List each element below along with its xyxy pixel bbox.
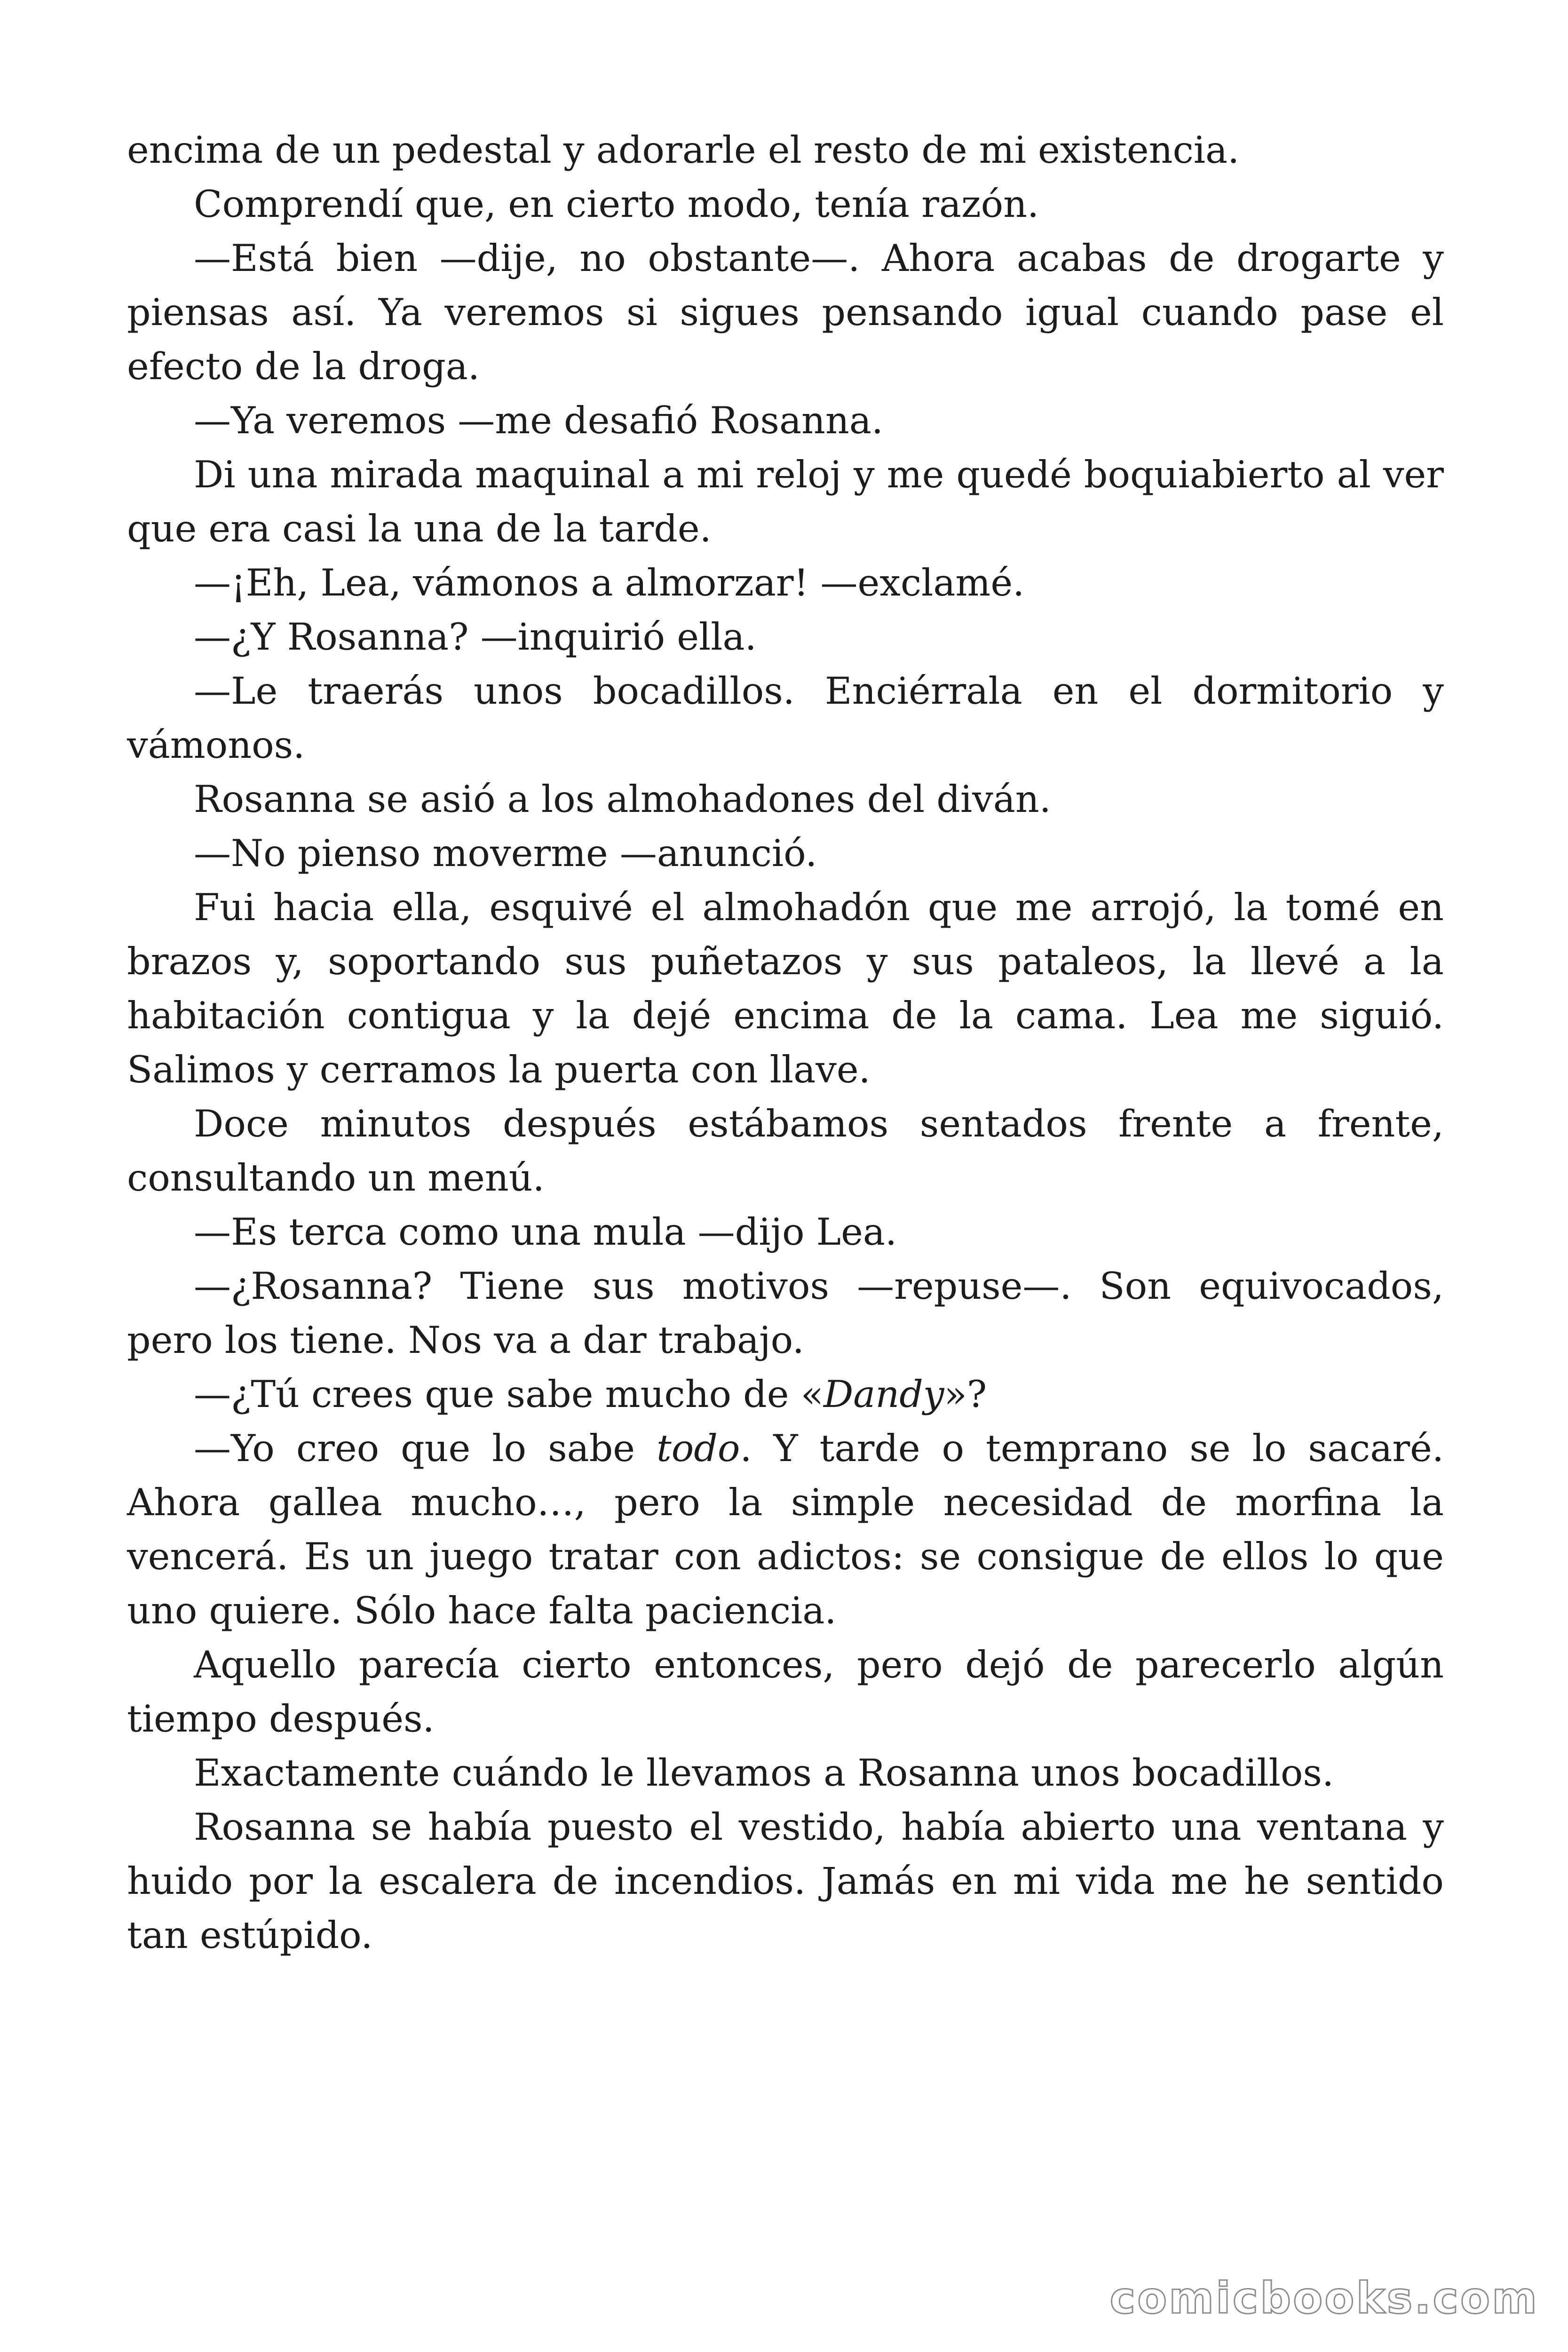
paragraph: [127, 1638, 1444, 1746]
paragraph: [127, 1800, 1444, 1963]
paragraph-text: Aquello parecía cierto entonces, pero dejó de parecerlo algún tiempo después.: [127, 1643, 1444, 1740]
paragraph: [127, 231, 1444, 394]
paragraph-text: »?: [944, 1373, 987, 1416]
paragraph: [127, 1746, 1444, 1800]
paragraph: [127, 1422, 1444, 1638]
paragraph-text: —Está bien —dije, no obstante—. Ahora acabas de drogarte y piensas así. Ya veremos si sigues pensando igual cuando pase el efecto de la droga.: [127, 237, 1444, 388]
paragraph: [127, 1097, 1444, 1205]
paragraph-text: Comprendí que, en cierto modo, tenía razón.: [194, 183, 1039, 226]
watermark-logo: comicbooks.com: [1109, 2273, 1539, 2323]
paragraph-text: Exactamente cuándo le llevamos a Rosanna unos bocadillos.: [194, 1751, 1334, 1795]
italic-text: Dandy: [823, 1373, 944, 1416]
paragraph-text: Fui hacia ella, esquivé el almohadón que me arrojó, la tomé en brazos y, soportando sus puñetazos y sus pataleos, la llevé a la habitación contigua y la dejé encima de la cama. Lea me siguió. Salimos y cerramos la puerta con llave.: [127, 886, 1444, 1091]
paragraph: [127, 1205, 1444, 1259]
paragraph: [127, 556, 1444, 610]
paragraph-text: —Ya veremos —me desafió Rosanna.: [194, 399, 884, 442]
paragraph: [127, 826, 1444, 881]
paragraph: [127, 177, 1444, 231]
paragraph-text: —¿Y Rosanna? —inquirió ella.: [194, 615, 757, 659]
paragraph-text: encima de un pedestal y adorarle el resto de mi existencia.: [127, 128, 1240, 172]
paragraph: [127, 1259, 1444, 1367]
paragraph: [127, 1367, 1444, 1422]
paragraph: [127, 610, 1444, 664]
paragraph-text: Rosanna se había puesto el vestido, había abierto una ventana y huido por la escalera de incendios. Jamás en mi vida me he sentido tan estúpido.: [127, 1805, 1444, 1957]
paragraph: [127, 664, 1444, 772]
paragraph-text: —¡Eh, Lea, vámonos a almorzar! —exclamé.: [194, 561, 1025, 604]
paragraph: [127, 448, 1444, 556]
paragraph-text: Doce minutos después estábamos sentados frente a frente, consultando un menú.: [127, 1102, 1444, 1200]
paragraph-text: Di una mirada maquinal a mi reloj y me quedé boquiabierto al ver que era casi la una de la tarde.: [127, 453, 1444, 550]
paragraph-text: —No pienso moverme —anunció.: [194, 832, 817, 875]
paragraph: [127, 123, 1444, 177]
paragraph-text: —¿Tú crees que sabe mucho de «: [194, 1373, 824, 1416]
page-body: [127, 123, 1444, 1963]
paragraph-text: —Yo creo que lo sabe: [194, 1427, 657, 1470]
paragraph-text: —¿Rosanna? Tiene sus motivos —repuse—. Son equivocados, pero los tiene. Nos va a dar trabajo.: [127, 1264, 1444, 1362]
paragraph-text: Rosanna se asió a los almohadones del diván.: [194, 778, 1051, 821]
paragraph: [127, 394, 1444, 448]
paragraph-text: —Le traerás unos bocadillos. Enciérrala en el dormitorio y vámonos.: [127, 669, 1444, 767]
italic-text: todo: [657, 1427, 740, 1470]
paragraph-text: —Es terca como una mula —dijo Lea.: [194, 1210, 897, 1254]
paragraph: [127, 881, 1444, 1097]
paragraph: [127, 772, 1444, 826]
paragraph-text: . Y tarde o temprano se lo sacaré. Ahora gallea mucho…, pero la simple necesidad de morfina la vencerá. Es un juego tratar con adictos: se consigue de ellos lo que uno quiere. Sólo hace falta paciencia.: [127, 1427, 1444, 1632]
